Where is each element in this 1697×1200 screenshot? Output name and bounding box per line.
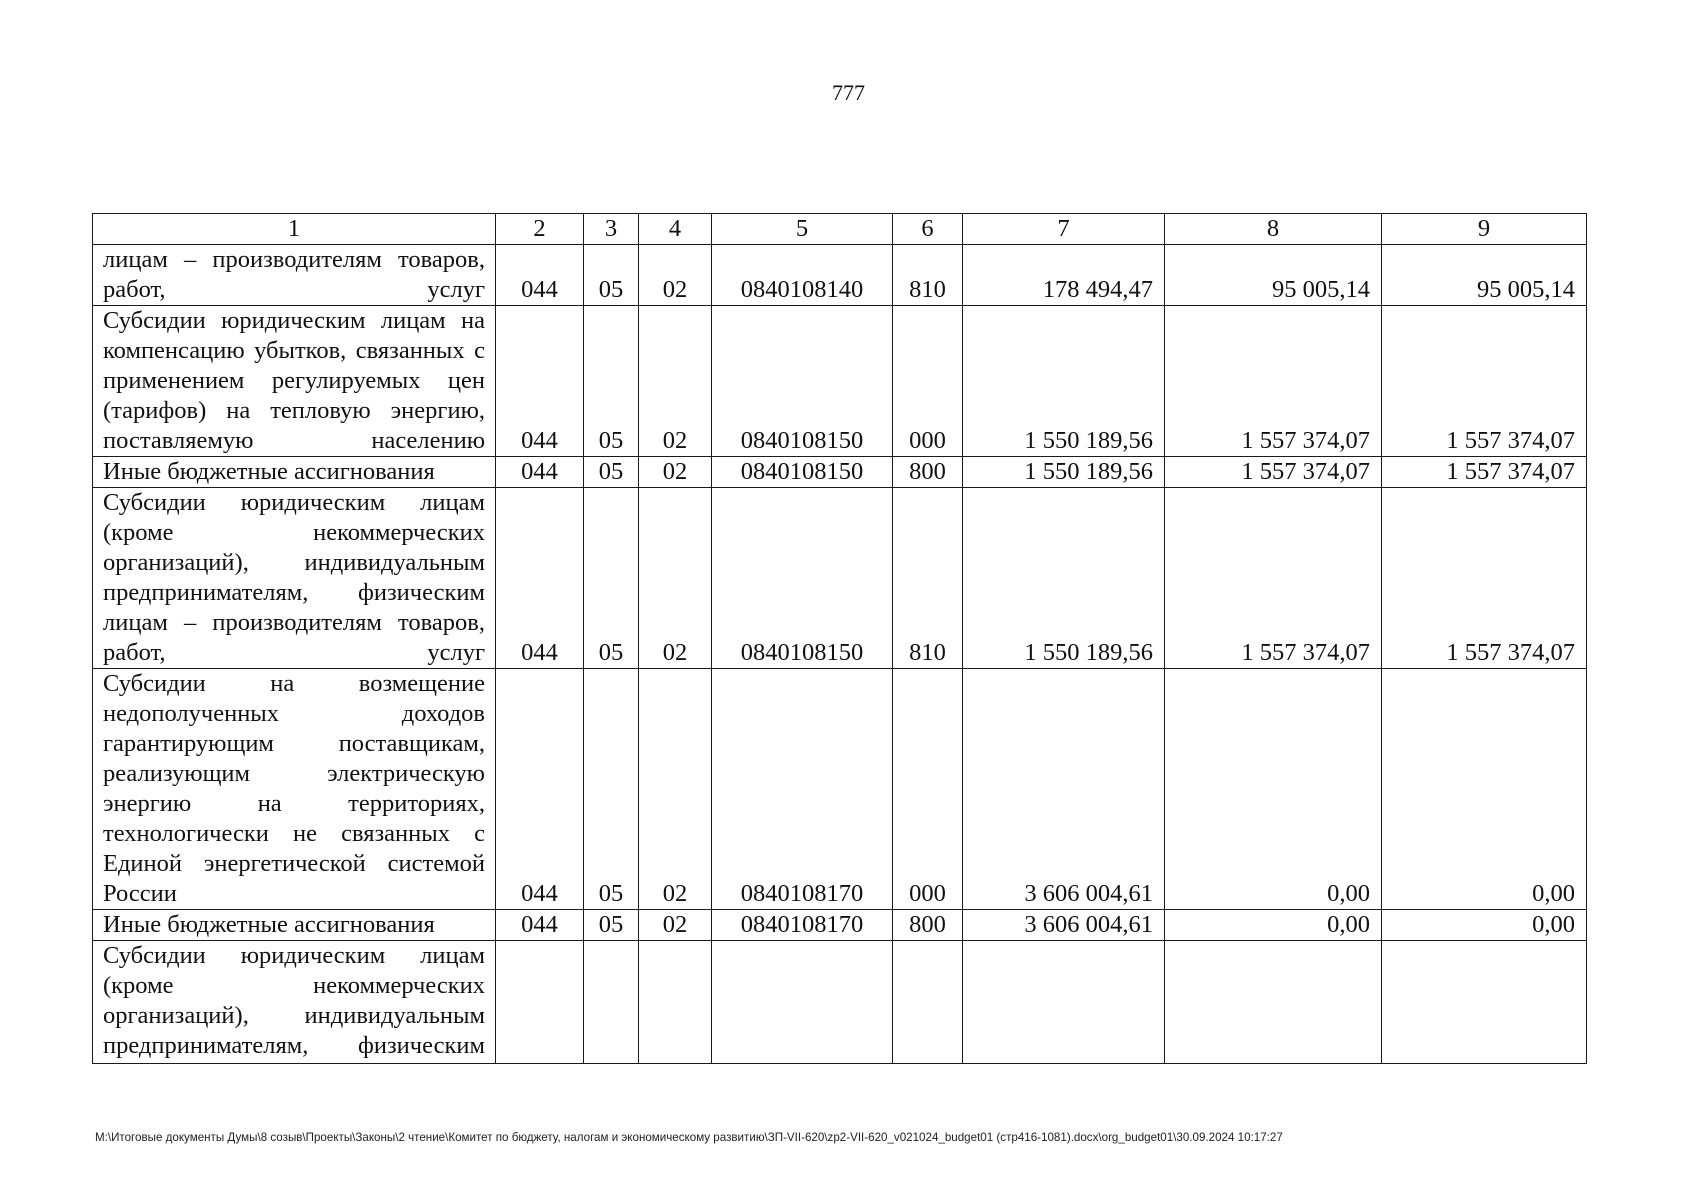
table-row bbox=[93, 669, 1587, 910]
budget-table bbox=[92, 213, 1587, 1064]
column-header: 8 bbox=[1165, 214, 1382, 245]
cell-subsection: 02 bbox=[639, 245, 712, 306]
cell-admin-code: 044 bbox=[496, 457, 584, 488]
table-row bbox=[93, 245, 1587, 306]
page-number: 777 bbox=[832, 80, 865, 105]
cell-admin-code: 044 bbox=[496, 306, 584, 457]
cell-amount-8: 1 557 374,07 bbox=[1165, 457, 1382, 488]
cell-amount-9: 0,00 bbox=[1382, 910, 1587, 941]
cell-expense-type: 000 bbox=[893, 306, 963, 457]
row-description: Субсидии на возмещение недополученных доходов гарантирующим поставщикам, реализующим электрическую энергию на территориях, технологически не связанных с Единой энергетической системой России bbox=[93, 669, 496, 910]
cell-amount-7: 178 494,47 bbox=[963, 245, 1165, 306]
cell-target-article bbox=[712, 941, 893, 1064]
cell-amount-7: 3 606 004,61 bbox=[963, 910, 1165, 941]
cell-section: 05 bbox=[584, 910, 639, 941]
cell-amount-7: 3 606 004,61 bbox=[963, 669, 1165, 910]
table-header-row bbox=[93, 214, 1587, 245]
cell-section: 05 bbox=[584, 669, 639, 910]
column-header: 1 bbox=[93, 214, 496, 245]
cell-amount-9: 1 557 374,07 bbox=[1382, 457, 1587, 488]
cell-amount-7: 1 550 189,56 bbox=[963, 306, 1165, 457]
table-row bbox=[93, 306, 1587, 457]
table-row bbox=[93, 457, 1587, 488]
table-row bbox=[93, 910, 1587, 941]
cell-amount-9: 1 557 374,07 bbox=[1382, 306, 1587, 457]
cell-amount-8: 1 557 374,07 bbox=[1165, 306, 1382, 457]
cell-admin-code: 044 bbox=[496, 488, 584, 669]
cell-admin-code: 044 bbox=[496, 245, 584, 306]
cell-target-article: 0840108170 bbox=[712, 910, 893, 941]
footer-file-path: M:\Итоговые документы Думы\8 созыв\Проекты\Законы\2 чтение\Комитет по бюджету, налогам и экономическому развитию\ЗП-VII-620\zp2-VII-620_v021024_budget01 (стр416-1081).docx\org_budget01\30.09.2024 10:17:27 bbox=[95, 1131, 1283, 1144]
cell-subsection: 02 bbox=[639, 306, 712, 457]
cell-section bbox=[584, 941, 639, 1064]
cell-target-article: 0840108150 bbox=[712, 457, 893, 488]
cell-section: 05 bbox=[584, 488, 639, 669]
cell-expense-type bbox=[893, 941, 963, 1064]
column-header: 4 bbox=[639, 214, 712, 245]
row-description: Субсидии юридическим лицам (кроме некоммерческих организаций), индивидуальным предпринимателям, физическим bbox=[93, 941, 496, 1064]
cell-expense-type: 000 bbox=[893, 669, 963, 910]
cell-amount-8 bbox=[1165, 941, 1382, 1064]
row-description: Субсидии юридическим лицам на компенсацию убытков, связанных с применением регулируемых цен (тарифов) на тепловую энергию, поставляемую населению bbox=[93, 306, 496, 457]
cell-expense-type: 810 bbox=[893, 245, 963, 306]
cell-admin-code: 044 bbox=[496, 910, 584, 941]
column-header: 3 bbox=[584, 214, 639, 245]
row-description: лицам – производителям товаров, работ, услуг bbox=[93, 245, 496, 306]
cell-section: 05 bbox=[584, 245, 639, 306]
cell-subsection: 02 bbox=[639, 910, 712, 941]
cell-subsection: 02 bbox=[639, 488, 712, 669]
cell-target-article: 0840108150 bbox=[712, 306, 893, 457]
cell-admin-code bbox=[496, 941, 584, 1064]
cell-amount-9 bbox=[1382, 941, 1587, 1064]
cell-subsection: 02 bbox=[639, 457, 712, 488]
cell-amount-7: 1 550 189,56 bbox=[963, 488, 1165, 669]
cell-target-article: 0840108150 bbox=[712, 488, 893, 669]
cell-target-article: 0840108140 bbox=[712, 245, 893, 306]
cell-amount-8: 0,00 bbox=[1165, 669, 1382, 910]
row-description: Иные бюджетные ассигнования bbox=[93, 910, 496, 941]
cell-expense-type: 800 bbox=[893, 457, 963, 488]
cell-amount-9: 95 005,14 bbox=[1382, 245, 1587, 306]
cell-amount-8: 0,00 bbox=[1165, 910, 1382, 941]
column-header: 7 bbox=[963, 214, 1165, 245]
cell-amount-9: 1 557 374,07 bbox=[1382, 488, 1587, 669]
cell-admin-code: 044 bbox=[496, 669, 584, 910]
cell-section: 05 bbox=[584, 306, 639, 457]
cell-target-article: 0840108170 bbox=[712, 669, 893, 910]
column-header: 5 bbox=[712, 214, 893, 245]
table-row bbox=[93, 488, 1587, 669]
cell-subsection bbox=[639, 941, 712, 1064]
row-description: Иные бюджетные ассигнования bbox=[93, 457, 496, 488]
cell-expense-type: 800 bbox=[893, 910, 963, 941]
column-header: 9 bbox=[1382, 214, 1587, 245]
column-header: 2 bbox=[496, 214, 584, 245]
cell-amount-9: 0,00 bbox=[1382, 669, 1587, 910]
cell-expense-type: 810 bbox=[893, 488, 963, 669]
cell-section: 05 bbox=[584, 457, 639, 488]
cell-amount-7: 1 550 189,56 bbox=[963, 457, 1165, 488]
table-row bbox=[93, 941, 1587, 1064]
column-header: 6 bbox=[893, 214, 963, 245]
cell-amount-7 bbox=[963, 941, 1165, 1064]
cell-amount-8: 1 557 374,07 bbox=[1165, 488, 1382, 669]
cell-subsection: 02 bbox=[639, 669, 712, 910]
row-description: Субсидии юридическим лицам (кроме некоммерческих организаций), индивидуальным предпринимателям, физическим лицам – производителям товаров, работ, услуг bbox=[93, 488, 496, 669]
cell-amount-8: 95 005,14 bbox=[1165, 245, 1382, 306]
